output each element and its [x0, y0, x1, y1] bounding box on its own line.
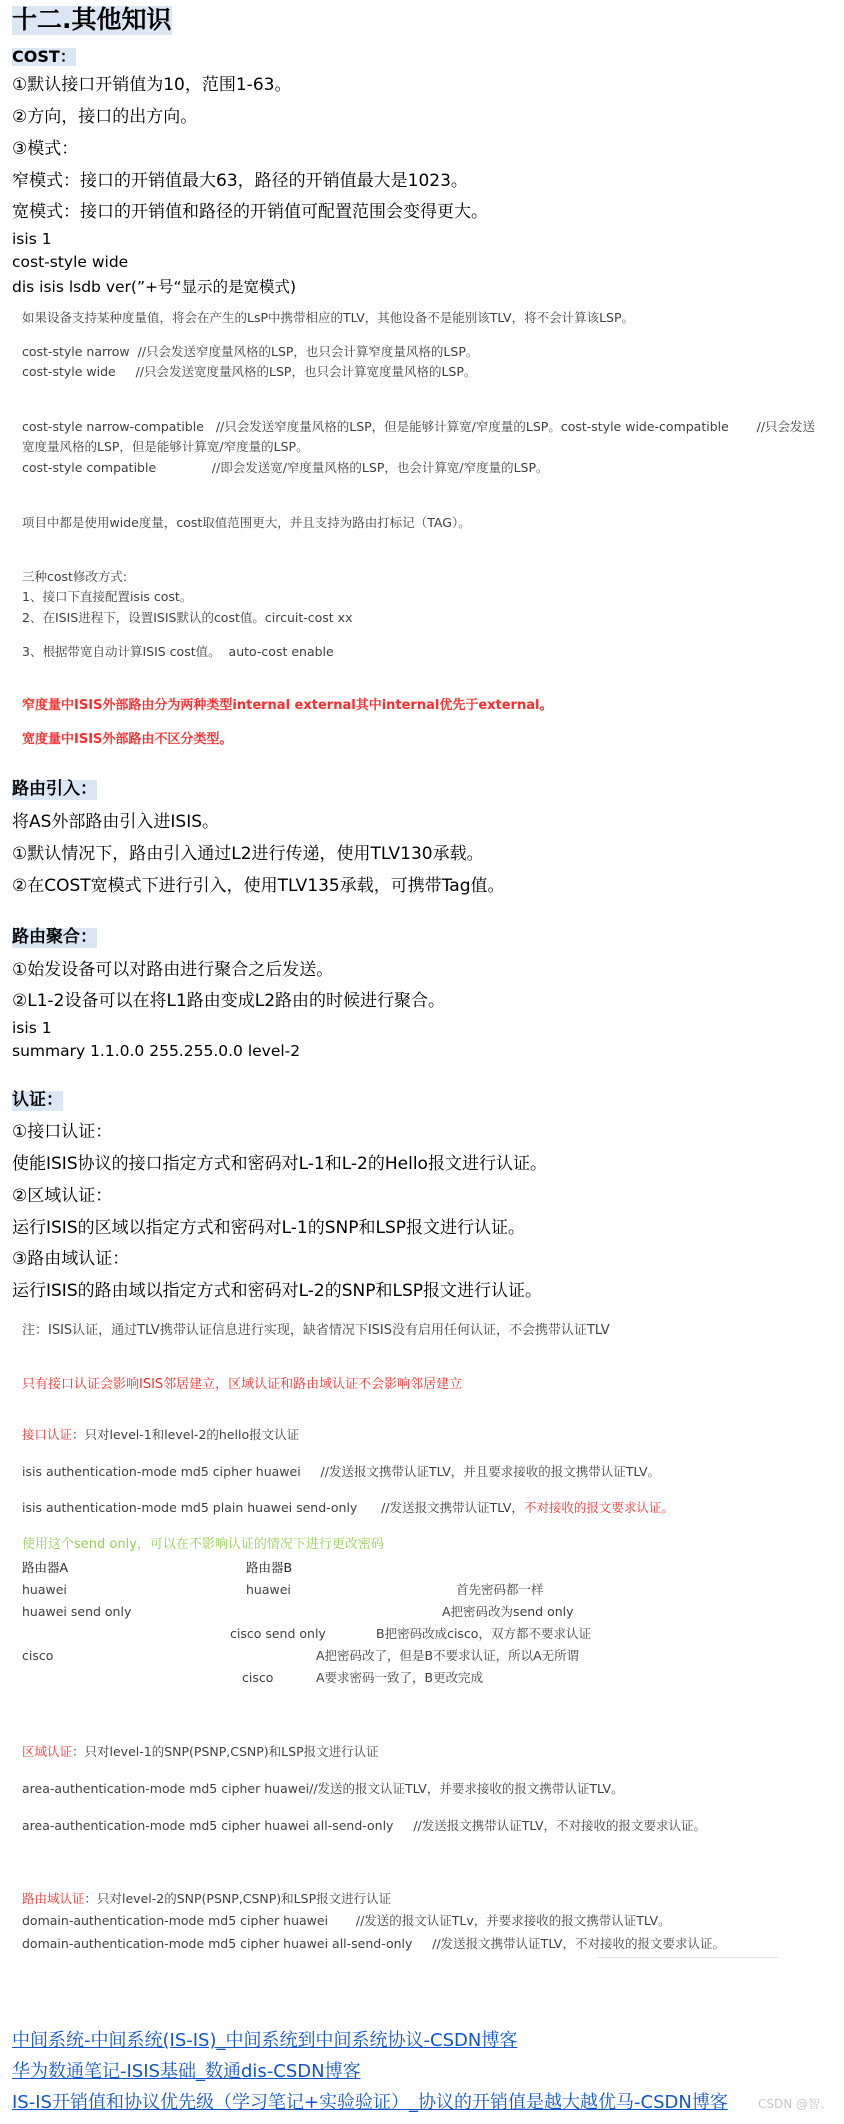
auth-point-3: ③路由域认证：	[12, 1249, 130, 1269]
cost-note-method-3: 3、根据带宽自动计算ISIS cost值。 auto-cost enable	[22, 644, 334, 659]
send-only-note: 使用这个send only，可以在不影响认证的情况下进行更改密码	[22, 1537, 384, 1552]
domain-auth-label: 路由域认证	[22, 1891, 85, 1906]
cost-note-compatible: cost-style narrow-compatible //只会发送窄度量风格的LSP，但是能够计算宽/窄度量的LSP。cost-style wide-compatible //只会发送	[22, 419, 816, 434]
page-title: 十二.其他知识	[12, 5, 172, 34]
cost-cmd-1: isis 1	[12, 230, 52, 248]
cost-cmd-3: dis isis lsdb ver(”+号“显示的是宽模式)	[12, 278, 297, 296]
cost-wide-mode: 宽模式：接口的开销值和路径的开销值可配置范围会变得更大。	[12, 202, 488, 222]
table-row-2-note: A把密码改为send only	[442, 1604, 574, 1619]
area-auth-cmd-2: area-authentication-mode md5 cipher huawei all-send-only //发送报文携带认证TLV，不对接收的报文要求认证。	[22, 1818, 707, 1833]
if-auth-cmd-1: isis authentication-mode md5 cipher huawei //发送报文携带认证TLV，并且要求接收的报文携带认证TLV。	[22, 1464, 661, 1479]
auth-heading: 认证：	[12, 1090, 63, 1110]
table-row-3-note: B把密码改成cisco，双方都不要求认证	[376, 1626, 591, 1641]
cost-note-1: 如果设备支持某种度量值，将会在产生的LsP中携带相应的TLV，其他设备不是能别该TLV，将不会计算该LSP。	[22, 310, 635, 325]
cost-red-note-2: 宽度量中ISIS外部路由不区分类型。	[22, 732, 233, 747]
cost-point-2: ②方向，接口的出方向。	[12, 107, 198, 127]
link-isis-cost[interactable]: IS-IS开销值和协议优先级（学习笔记+实验验证）_协议的开销值是越大越优马-CSDN博客	[12, 2092, 728, 2113]
table-row-1-b: huawei	[246, 1582, 291, 1597]
if-auth-cmd-2-line	[22, 1501, 674, 1515]
table-header-b: 路由器B	[246, 1560, 293, 1575]
cost-red-note-1: 窄度量中ISIS外部路由分为两种类型internal external其中internal优先于external。	[22, 698, 553, 713]
route-summary-2: ②L1-2设备可以在将L1路由变成L2路由的时候进行聚合。	[12, 991, 446, 1011]
area-auth-label: 区域认证	[22, 1744, 73, 1759]
domain-auth-cmd-1: domain-authentication-mode md5 cipher huawei //发送的报文认证TLv，并要求接收的报文携带认证TLV。	[22, 1913, 671, 1928]
route-summary-cmd-2: summary 1.1.0.0 255.255.0.0 level-2	[12, 1042, 301, 1060]
if-auth-line	[22, 1428, 299, 1442]
route-summary-1: ①始发设备可以对路由进行聚合之后发送。	[12, 960, 334, 980]
cost-point-1: ①默认接口开销值为10，范围1-63。	[12, 75, 292, 95]
table-row-5-note: A要求密码一致了，B更改完成	[316, 1670, 484, 1685]
if-auth-label: 接口认证	[22, 1427, 73, 1442]
auth-point-2: ②区域认证：	[12, 1186, 113, 1206]
table-row-2-a: huawei send only	[22, 1604, 132, 1619]
auth-point-2-desc: 运行ISIS的区域以指定方式和密码对L-1的SNP和LSP报文进行认证。	[12, 1218, 526, 1238]
cost-note-method-1: 1、接口下直接配置isis cost。	[22, 589, 193, 604]
table-row-4-a: cisco	[22, 1648, 54, 1663]
divider	[598, 1957, 778, 1958]
cost-point-3: ③模式：	[12, 139, 79, 159]
if-auth-desc: ：只对level-1和level-2的hello报文认证	[72, 1427, 300, 1442]
route-import-3: ②在COST宽模式下进行引入，使用TLV135承载，可携带Tag值。	[12, 876, 505, 896]
table-row-1-note: 首先密码都一样	[456, 1582, 544, 1597]
link-isis-intro[interactable]: 中间系统-中间系统(IS-IS)_中间系统到中间系统协议-CSDN博客	[12, 2030, 518, 2051]
table-row-1-a: huawei	[22, 1582, 67, 1597]
domain-auth-cmd-2: domain-authentication-mode md5 cipher huawei all-send-only //发送报文携带认证TLV，不对接收的报文要求认证。	[22, 1936, 725, 1951]
cost-note-wide-usage: 项目中都是使用wide度量，cost取值范围更大，并且支持为路由打标记（TAG）。	[22, 515, 471, 530]
area-auth-desc: ：只对level-1的SNP(PSNP,CSNP)和LSP报文进行认证	[72, 1744, 379, 1759]
route-summary-cmd-1: isis 1	[12, 1019, 52, 1037]
domain-auth-desc: ：只对level-2的SNP(PSNP,CSNP)和LSP报文进行认证	[84, 1891, 392, 1906]
if-auth-cmd-2-red: 不对接收的报文要求认证。	[523, 1500, 674, 1515]
if-auth-cmd-2: isis authentication-mode md5 plain huawei send-only //发送报文携带认证TLV，	[22, 1500, 524, 1515]
table-row-5-b: cisco	[242, 1670, 274, 1685]
table-row-3-b: cisco send only	[230, 1626, 326, 1641]
cost-note-compatible-cont: 宽度量风格的LSP，但是能够计算宽/窄度量的LSP。	[22, 439, 309, 454]
route-summary-heading: 路由聚合：	[12, 927, 97, 947]
table-header-a: 路由器A	[22, 1560, 69, 1575]
area-auth-cmd-1: area-authentication-mode md5 cipher huawei//发送的报文认证TLV，并要求接收的报文携带认证TLV。	[22, 1781, 624, 1796]
auth-point-3-desc: 运行ISIS的路由域以指定方式和密码对L-2的SNP和LSP报文进行认证。	[12, 1281, 543, 1301]
auth-point-1-desc: 使能ISIS协议的接口指定方式和密码对L-1和L-2的Hello报文进行认证。	[12, 1154, 547, 1174]
route-import-2: ①默认情况下，路由引入通过L2进行传递，使用TLV130承载。	[12, 844, 484, 864]
cost-note-narrow: cost-style narrow //只会发送窄度量风格的LSP，也只会计算窄度量风格的LSP。	[22, 344, 479, 359]
auth-red-note: 只有接口认证会影响ISIS邻居建立，区域认证和路由域认证不会影响邻居建立	[22, 1377, 463, 1392]
cost-note-compatible-2: cost-style compatible //即会发送宽/窄度量风格的LSP，也会计算宽/窄度量的LSP。	[22, 460, 549, 475]
cost-note-wide: cost-style wide //只会发送宽度量风格的LSP，也只会计算宽度量风格的LSP。	[22, 364, 477, 379]
auth-note: 注：ISIS认证，通过TLV携带认证信息进行实现，缺省情况下ISIS没有启用任何认证，不会携带认证TLV	[22, 1323, 610, 1338]
auth-point-1: ①接口认证：	[12, 1122, 113, 1142]
domain-auth-line	[22, 1892, 391, 1906]
route-import-heading: 路由引入：	[12, 779, 97, 799]
table-row-4-note: A把密码改了，但是B不要求认证，所以A无所谓	[316, 1648, 580, 1663]
watermark: CSDN @智、	[758, 2097, 833, 2111]
route-import-1: 将AS外部路由引入进ISIS。	[12, 812, 220, 832]
area-auth-line	[22, 1745, 379, 1759]
cost-cmd-2: cost-style wide	[12, 253, 129, 271]
link-isis-basics[interactable]: 华为数通笔记-ISIS基础_数通dis-CSDN博客	[12, 2061, 361, 2082]
cost-note-method-2: 2、在ISIS进程下，设置ISIS默认的cost值。circuit-cost xx	[22, 610, 353, 625]
cost-note-methods: 三种cost修改方式:	[22, 569, 128, 584]
cost-narrow-mode: 窄模式：接口的开销值最大63，路径的开销值最大是1023。	[12, 171, 468, 191]
cost-heading: COST：	[12, 47, 76, 66]
